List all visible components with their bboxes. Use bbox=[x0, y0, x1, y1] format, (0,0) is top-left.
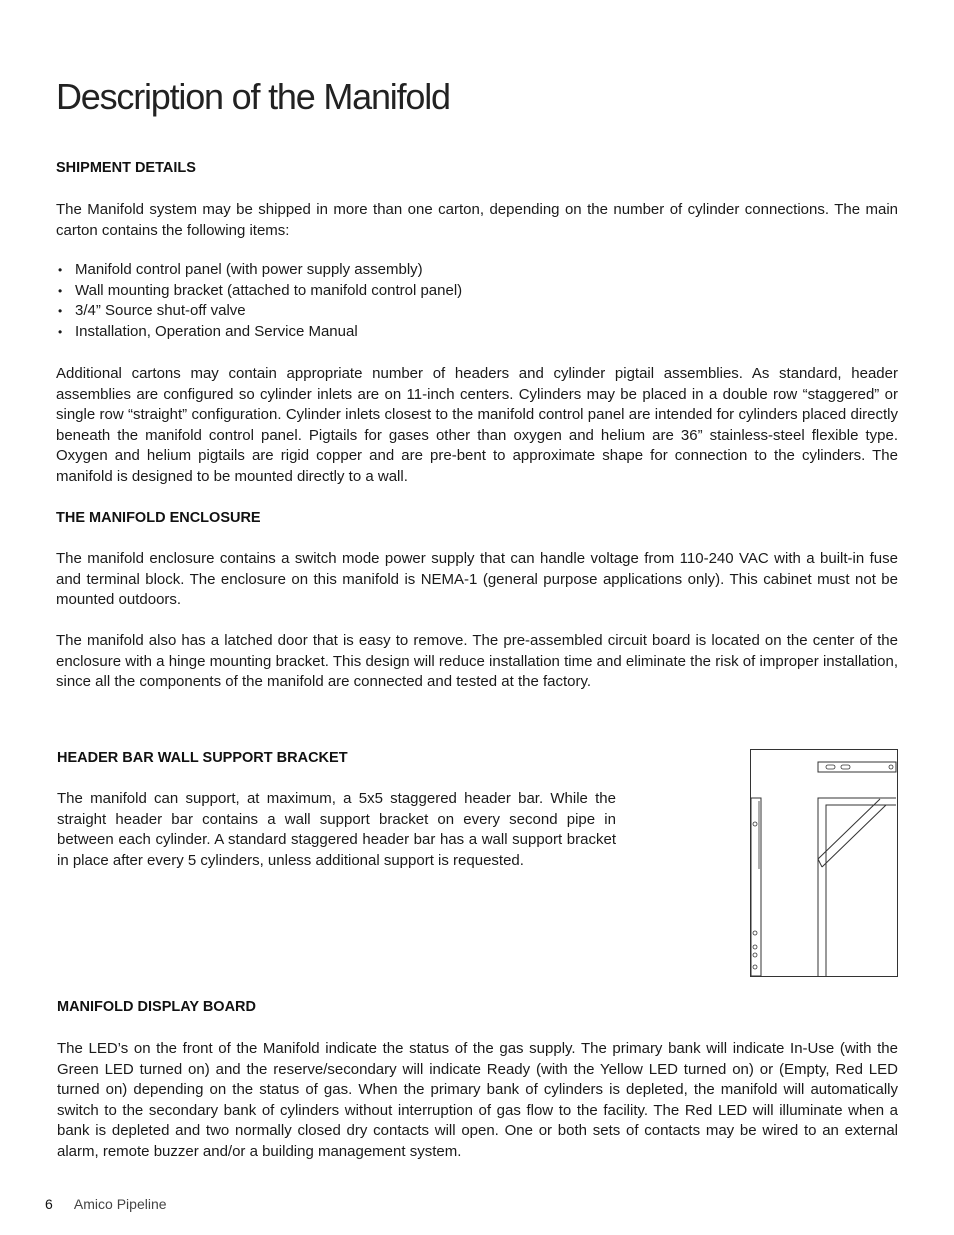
wall-support-bracket-drawing bbox=[750, 749, 898, 977]
list-item: • Wall mounting bracket (attached to manifold control panel) bbox=[56, 281, 462, 302]
header-bar-paragraph: The manifold can support, at maximum, a 5x5 staggered header bar. While the straight header bar contains a wall support bracket on every second pipe in between each cylinder. A standard staggered header bar has a wall support bracket in place after every 5 cylinders, unless additional support is requested. bbox=[57, 790, 616, 869]
enclosure-heading: THE MANIFOLD ENCLOSURE bbox=[56, 510, 261, 526]
header-bar-heading: HEADER BAR WALL SUPPORT BRACKET bbox=[57, 750, 348, 766]
footer-brand: Amico Pipeline bbox=[73, 1196, 167, 1212]
page-number: 6 bbox=[45, 1196, 53, 1212]
shipment-item-list bbox=[56, 260, 462, 342]
list-item: • 3/4” Source shut-off valve bbox=[56, 301, 462, 322]
shipment-heading: SHIPMENT DETAILS bbox=[56, 160, 196, 176]
enclosure-paragraph-2: The manifold also has a latched door that is easy to remove. The pre-assembled circuit board is located on the center of the enclosure with a hinge mounting bracket. This design will reduce installation time and eliminate the risk of improper installation, since all the components of the manifold are connected and tested at the factory. bbox=[56, 632, 898, 691]
shipment-additional-paragraph: Additional cartons may contain appropriate number of headers and cylinder pigtail assemblies. As standard, header assemblies are configured so cylinder inlets are on 11-inch centers. Cylinders may be placed in a double row “staggered” or single row “straight” configuration. Cylinder inlets closest to the manifold control panel are intended for cylinders placed directly beneath the manifold control panel. Pigtails for gases other than oxygen and helium are 36” stainless-steel flexible type. Oxygen and helium pigtails are rigid copper and are pre-bent to approximate shape for connection to the cylinders. The manifold is designed to be mounted directly to a wall. bbox=[56, 365, 898, 485]
list-item: • Manifold control panel (with power supply assembly) bbox=[56, 260, 462, 281]
page-title: Description of the Manifold bbox=[56, 76, 450, 117]
enclosure-paragraph-1: The manifold enclosure contains a switch mode power supply that can handle voltage from 110-240 VAC with a built-in fuse and terminal block. The enclosure on this manifold is NEMA-1 (general purpose applications only). This cabinet must not be mounted outdoors. bbox=[56, 550, 898, 609]
page-footer bbox=[45, 1196, 167, 1212]
list-item: • Installation, Operation and Service Manual bbox=[56, 322, 462, 343]
display-board-paragraph: The LED’s on the front of the Manifold indicate the status of the gas supply. The primary bank will indicate In-Use (with the Green LED turned on) and the reserve/secondary will indicate Ready (with the Yellow LED turned on) or (Empty, Red LED turned on) depending on the status of gas. When the primary bank of cylinders is depleted, the manifold will automatically switch to the secondary bank of cylinders without interruption of gas flow to the facility. The Red LED will illuminate when a bank is depleted and two normally closed dry contacts will open. One or both sets of contacts may be wired to an external alarm, remote buzzer and/or a building management system. bbox=[57, 1040, 898, 1160]
display-board-heading: MANIFOLD DISPLAY BOARD bbox=[57, 999, 256, 1015]
shipment-intro: The Manifold system may be shipped in more than one carton, depending on the number of cylinder connections. The main carton contains the following items: bbox=[56, 201, 898, 239]
